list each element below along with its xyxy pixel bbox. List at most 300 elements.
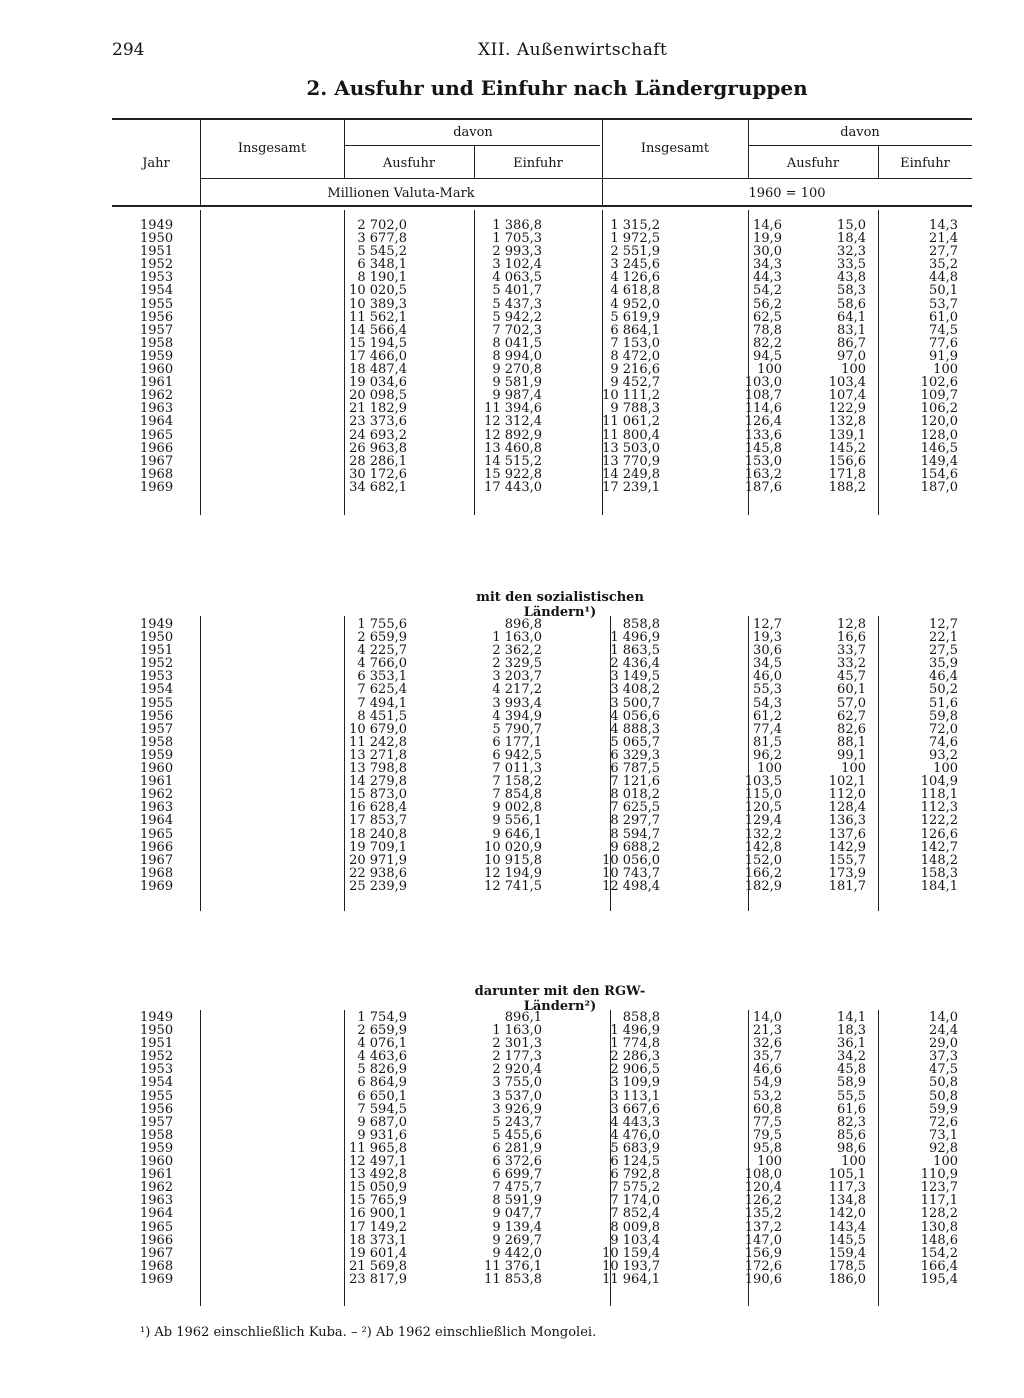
export-value-cell: 6 177,1 [492,734,542,750]
total-value-cell: 1 754,9 [357,1010,407,1025]
export-value-cell: 12 194,9 [484,865,542,881]
year-cell: 1958 [140,1127,174,1143]
export-index-cell: 33,7 [837,643,866,659]
section-socialist-vline-1 [200,616,201,911]
total-value-cell: 10 389,3 [349,296,407,312]
total-index-cell: 114,6 [744,401,782,417]
total-value-cell: 14 566,4 [349,322,407,338]
export-value-cell: 9 139,4 [492,1219,542,1235]
export-index-cell: 186,0 [828,1271,866,1287]
import-value-cell: 1 496,9 [610,630,660,646]
export-value-cell: 7 702,3 [492,322,542,338]
import-index-cell: 126,6 [920,826,958,842]
total-index-cell: 61,2 [753,708,782,724]
section-rgw-vline-6 [878,1010,879,1306]
total-value-cell: 11 562,1 [349,309,407,325]
import-value-cell: 10 159,4 [602,1245,660,1261]
total-value-cell: 9 931,6 [357,1127,407,1143]
total-value-cell: 26 963,8 [349,440,407,456]
total-value-cell: 6 864,9 [357,1075,407,1091]
export-index-cell: 100 [841,362,866,378]
total-value-cell: 15 050,9 [349,1180,407,1196]
total-value-cell: 23 373,6 [349,414,407,430]
import-index-cell: 35,9 [929,656,958,672]
year-cell: 1949 [140,1010,174,1025]
total-value-cell: 13 798,8 [349,761,407,777]
import-value-cell: 1 496,9 [610,1023,660,1039]
table-row [112,880,972,893]
export-index-cell: 181,7 [828,878,866,894]
total-index-cell: 55,3 [753,682,782,698]
total-value-cell: 4 463,6 [357,1049,407,1065]
table-row [112,284,972,297]
page-number: 294 [112,40,145,60]
import-value-cell: 5 683,9 [610,1140,660,1156]
header-top-rule [112,118,972,120]
export-value-cell: 7 011,3 [492,761,542,777]
total-value-cell: 2 702,0 [357,218,407,233]
year-cell: 1951 [140,1036,174,1052]
import-index-cell: 72,6 [929,1114,958,1130]
import-value-cell: 8 297,7 [610,813,660,829]
total-value-cell: 16 628,4 [349,800,407,816]
import-value-cell: 2 906,5 [610,1062,660,1078]
export-index-cell: 43,8 [837,270,866,286]
export-index-cell: 58,9 [837,1075,866,1091]
total-index-cell: 54,2 [753,283,782,299]
export-value-cell: 8 591,9 [492,1193,542,1209]
year-cell: 1961 [140,774,174,790]
import-index-cell: 74,5 [929,322,958,338]
year-cell: 1955 [140,296,174,312]
total-index-cell: 126,4 [744,414,782,430]
import-index-cell: 50,1 [929,283,958,299]
export-index-cell: 64,1 [837,309,866,325]
import-value-cell: 8 009,8 [610,1219,660,1235]
export-value-cell: 3 755,0 [492,1075,542,1091]
total-value-cell: 22 938,6 [349,865,407,881]
import-index-cell: 149,4 [920,453,958,469]
total-value-cell: 21 569,8 [349,1258,407,1274]
total-index-cell: 187,6 [744,479,782,495]
col-header-ausfuhr-left: Ausfuhr [382,156,436,171]
import-value-cell: 7 575,2 [610,1180,660,1196]
table-row [112,1129,972,1142]
export-index-cell: 18,3 [837,1023,866,1039]
total-index-cell: 46,0 [753,669,782,685]
export-value-cell: 3 926,9 [492,1101,542,1117]
import-index-cell: 92,8 [929,1140,958,1156]
year-cell: 1950 [140,630,174,646]
import-value-cell: 9 788,3 [610,401,660,417]
import-index-cell: 51,6 [929,695,958,711]
year-cell: 1952 [140,656,174,672]
total-value-cell: 17 149,2 [349,1219,407,1235]
import-index-cell: 128,2 [920,1206,958,1222]
table-row [112,697,972,710]
year-cell: 1964 [140,414,174,430]
import-value-cell: 9 688,2 [610,839,660,855]
total-index-cell: 14,0 [753,1010,782,1025]
year-cell: 1964 [140,813,174,829]
table-row [112,324,972,337]
export-index-cell: 112,0 [828,787,866,803]
table-row [112,1221,972,1234]
total-value-cell: 9 687,0 [357,1114,407,1130]
year-cell: 1968 [140,1258,174,1274]
total-value-cell: 5 545,2 [357,244,407,260]
year-cell: 1957 [140,1114,174,1130]
export-index-cell: 83,1 [837,322,866,338]
total-index-cell: 34,3 [753,257,782,273]
export-value-cell: 5 401,7 [492,283,542,299]
total-index-cell: 190,6 [744,1271,782,1287]
total-index-cell: 12,7 [753,617,782,632]
import-index-cell: 148,6 [920,1232,958,1248]
year-cell: 1952 [140,1049,174,1065]
total-value-cell: 19 709,1 [349,839,407,855]
export-index-cell: 100 [841,761,866,777]
total-value-cell: 12 497,1 [349,1154,407,1170]
import-index-cell: 106,2 [920,401,958,417]
section-rgw-label: darunter mit den RGW-Ländern²) [474,984,646,1014]
export-value-cell: 5 790,7 [492,721,542,737]
total-index-cell: 132,2 [744,826,782,842]
import-value-cell: 6 787,5 [610,761,660,777]
export-index-cell: 178,5 [828,1258,866,1274]
export-value-cell: 12 892,9 [484,427,542,443]
section-rgw-vline-1 [200,1010,201,1306]
import-value-cell: 1 863,5 [610,643,660,659]
import-index-cell: 21,4 [929,231,958,247]
import-index-cell: 93,2 [929,747,958,763]
export-index-cell: 155,7 [828,852,866,868]
year-cell: 1959 [140,348,174,364]
export-index-cell: 142,9 [828,839,866,855]
import-index-cell: 112,3 [920,800,958,816]
total-value-cell: 23 817,9 [349,1271,407,1287]
import-index-cell: 110,9 [920,1167,958,1183]
year-cell: 1965 [140,427,174,443]
import-index-cell: 61,0 [929,309,958,325]
total-index-cell: 166,2 [744,865,782,881]
import-index-cell: 50,8 [929,1075,958,1091]
import-index-cell: 53,7 [929,296,958,312]
import-value-cell: 4 443,3 [610,1114,660,1130]
export-value-cell: 14 515,2 [484,453,542,469]
import-value-cell: 5 065,7 [610,734,660,750]
total-value-cell: 21 182,9 [349,401,407,417]
year-cell: 1958 [140,734,174,750]
export-index-cell: 55,5 [837,1088,866,1104]
export-value-cell: 12 312,4 [484,414,542,430]
total-index-cell: 129,4 [744,813,782,829]
total-index-cell: 147,0 [744,1232,782,1248]
year-cell: 1969 [140,878,174,894]
export-value-cell: 9 269,7 [492,1232,542,1248]
import-index-cell: 154,2 [920,1245,958,1261]
import-index-cell: 77,6 [929,335,958,351]
export-index-cell: 122,9 [828,401,866,417]
year-cell: 1963 [140,1193,174,1209]
davon-rule-left [344,145,600,146]
export-index-cell: 128,4 [828,800,866,816]
section-rgw [112,1011,972,1286]
total-value-cell: 16 900,1 [349,1206,407,1222]
year-cell: 1969 [140,1271,174,1287]
running-header: XII. Außenwirtschaft [478,40,668,60]
total-value-cell: 14 279,8 [349,774,407,790]
export-index-cell: 88,1 [837,734,866,750]
total-value-cell: 6 353,1 [357,669,407,685]
year-cell: 1963 [140,401,174,417]
export-index-cell: 16,6 [837,630,866,646]
import-value-cell: 3 109,9 [610,1075,660,1091]
import-index-cell: 128,0 [920,427,958,443]
year-cell: 1961 [140,375,174,391]
total-index-cell: 156,9 [744,1245,782,1261]
export-index-cell: 14,1 [837,1010,866,1025]
total-value-cell: 15 873,0 [349,787,407,803]
total-index-cell: 153,0 [744,453,782,469]
total-index-cell: 81,5 [753,734,782,750]
section-total-vline-6 [878,210,879,515]
year-cell: 1960 [140,362,174,378]
total-index-cell: 115,0 [744,787,782,803]
year-cell: 1950 [140,231,174,247]
unit-label-right: 1960 = 100 [748,186,826,201]
total-index-cell: 34,5 [753,656,782,672]
total-index-cell: 182,9 [744,878,782,894]
table-row [112,1103,972,1116]
import-value-cell: 2 286,3 [610,1049,660,1065]
total-index-cell: 172,6 [744,1258,782,1274]
year-cell: 1968 [140,466,174,482]
year-cell: 1949 [140,218,174,233]
import-value-cell: 7 625,5 [610,800,660,816]
import-value-cell: 10 111,2 [602,388,660,404]
export-index-cell: 33,2 [837,656,866,672]
table-row [112,1076,972,1089]
import-value-cell: 5 619,9 [610,309,660,325]
export-index-cell: 45,8 [837,1062,866,1078]
import-value-cell: 3 149,5 [610,669,660,685]
total-value-cell: 15 194,5 [349,335,407,351]
table-row [112,1116,972,1129]
total-index-cell: 126,2 [744,1193,782,1209]
import-index-cell: 46,4 [929,669,958,685]
section-total-vline-5 [748,210,749,515]
year-cell: 1953 [140,270,174,286]
import-value-cell: 8 472,0 [610,348,660,364]
export-value-cell: 9 442,0 [492,1245,542,1261]
import-value-cell: 858,8 [622,1010,660,1025]
export-index-cell: 85,6 [837,1127,866,1143]
total-value-cell: 8 451,5 [357,708,407,724]
export-index-cell: 32,3 [837,244,866,260]
year-cell: 1956 [140,708,174,724]
export-index-cell: 97,0 [837,348,866,364]
export-value-cell: 1 163,0 [492,630,542,646]
export-index-cell: 15,0 [837,218,866,233]
import-index-cell: 74,6 [929,734,958,750]
export-index-cell: 136,3 [828,813,866,829]
import-value-cell: 7 153,0 [610,335,660,351]
total-index-cell: 100 [757,1154,782,1170]
col-header-ausfuhr-right: Ausfuhr [786,156,840,171]
year-cell: 1953 [140,1062,174,1078]
export-value-cell: 2 177,3 [492,1049,542,1065]
year-cell: 1965 [140,1219,174,1235]
total-value-cell: 28 286,1 [349,453,407,469]
export-value-cell: 1 705,3 [492,231,542,247]
total-index-cell: 30,6 [753,643,782,659]
total-value-cell: 4 766,0 [357,656,407,672]
import-index-cell: 142,7 [920,839,958,855]
import-value-cell: 8 594,7 [610,826,660,842]
import-value-cell: 10 193,7 [602,1258,660,1274]
total-index-cell: 152,0 [744,852,782,868]
import-value-cell: 858,8 [622,617,660,632]
export-index-cell: 188,2 [828,479,866,495]
export-index-cell: 12,8 [837,617,866,632]
table-row [112,710,972,723]
import-index-cell: 118,1 [920,787,958,803]
year-cell: 1969 [140,479,174,495]
import-index-cell: 100 [933,1154,958,1170]
export-value-cell: 9 270,8 [492,362,542,378]
total-index-cell: 145,8 [744,440,782,456]
header-bottom-rule [112,205,972,207]
export-value-cell: 2 920,4 [492,1062,542,1078]
footnote: ¹) Ab 1962 einschließlich Kuba. – ²) Ab 1962 einschließlich Mongolei. [140,1325,597,1340]
export-value-cell: 9 556,1 [492,813,542,829]
import-value-cell: 3 667,6 [610,1101,660,1117]
total-value-cell: 24 693,2 [349,427,407,443]
export-index-cell: 82,3 [837,1114,866,1130]
year-cell: 1951 [140,244,174,260]
col-header-davon-left: davon [453,125,493,140]
table-row [112,1273,972,1286]
table-row [112,415,972,428]
total-value-cell: 4 076,1 [357,1036,407,1052]
export-index-cell: 99,1 [837,747,866,763]
total-index-cell: 120,5 [744,800,782,816]
export-value-cell: 6 942,5 [492,747,542,763]
year-cell: 1956 [140,1101,174,1117]
year-cell: 1966 [140,839,174,855]
import-value-cell: 4 056,6 [610,708,660,724]
total-index-cell: 32,6 [753,1036,782,1052]
col-header-einfuhr-right: Einfuhr [900,156,950,171]
export-index-cell: 156,6 [828,453,866,469]
import-value-cell: 13 503,0 [602,440,660,456]
export-index-cell: 137,6 [828,826,866,842]
export-value-cell: 5 942,2 [492,309,542,325]
year-cell: 1967 [140,1245,174,1261]
year-cell: 1949 [140,617,174,632]
total-value-cell: 20 098,5 [349,388,407,404]
import-value-cell: 7 121,6 [610,774,660,790]
year-cell: 1967 [140,453,174,469]
import-value-cell: 4 888,3 [610,721,660,737]
year-cell: 1956 [140,309,174,325]
import-index-cell: 154,6 [920,466,958,482]
table-row [112,298,972,311]
total-value-cell: 18 487,4 [349,362,407,378]
export-value-cell: 11 394,6 [484,401,542,417]
import-value-cell: 3 113,1 [610,1088,660,1104]
year-cell: 1959 [140,1140,174,1156]
import-value-cell: 9 216,6 [610,362,660,378]
total-value-cell: 19 601,4 [349,1245,407,1261]
import-value-cell: 8 018,2 [610,787,660,803]
total-value-cell: 30 172,6 [349,466,407,482]
total-value-cell: 11 242,8 [349,734,407,750]
import-index-cell: 195,4 [920,1271,958,1287]
import-index-cell: 123,7 [920,1180,958,1196]
total-value-cell: 19 034,6 [349,375,407,391]
section-socialist-vline-4 [610,616,611,911]
export-index-cell: 145,5 [828,1232,866,1248]
total-index-cell: 14,6 [753,218,782,233]
import-index-cell: 146,5 [920,440,958,456]
import-value-cell: 10 743,7 [602,865,660,881]
total-value-cell: 18 373,1 [349,1232,407,1248]
export-index-cell: 145,2 [828,440,866,456]
import-index-cell: 158,3 [920,865,958,881]
import-value-cell: 7 852,4 [610,1206,660,1222]
import-index-cell: 166,4 [920,1258,958,1274]
export-value-cell: 9 047,7 [492,1206,542,1222]
export-value-cell: 2 993,3 [492,244,542,260]
year-cell: 1954 [140,682,174,698]
export-value-cell: 7 158,2 [492,774,542,790]
total-index-cell: 120,4 [744,1180,782,1196]
section-socialist [112,618,972,893]
unit-label-left: Millionen Valuta-Mark [327,186,475,201]
import-value-cell: 17 239,1 [602,479,660,495]
total-value-cell: 7 625,4 [357,682,407,698]
year-cell: 1968 [140,865,174,881]
import-index-cell: 14,0 [929,1010,958,1025]
export-value-cell: 2 301,3 [492,1036,542,1052]
import-value-cell: 14 249,8 [602,466,660,482]
export-value-cell: 8 041,5 [492,335,542,351]
export-index-cell: 36,1 [837,1036,866,1052]
import-index-cell: 59,8 [929,708,958,724]
import-index-cell: 50,2 [929,682,958,698]
import-value-cell: 12 498,4 [602,878,660,894]
export-index-cell: 61,6 [837,1101,866,1117]
section-socialist-vline-6 [878,616,879,911]
import-index-cell: 72,0 [929,721,958,737]
section-socialist-vline-5 [748,616,749,911]
import-index-cell: 14,3 [929,218,958,233]
year-cell: 1957 [140,322,174,338]
year-cell: 1967 [140,852,174,868]
import-index-cell: 27,5 [929,643,958,659]
export-value-cell: 13 460,8 [484,440,542,456]
export-index-cell: 100 [841,1154,866,1170]
export-value-cell: 5 455,6 [492,1127,542,1143]
export-value-cell: 3 102,4 [492,257,542,273]
export-value-cell: 3 203,7 [492,669,542,685]
import-index-cell: 184,1 [920,878,958,894]
import-index-cell: 12,7 [929,617,958,632]
year-cell: 1965 [140,826,174,842]
table-row [112,481,972,494]
